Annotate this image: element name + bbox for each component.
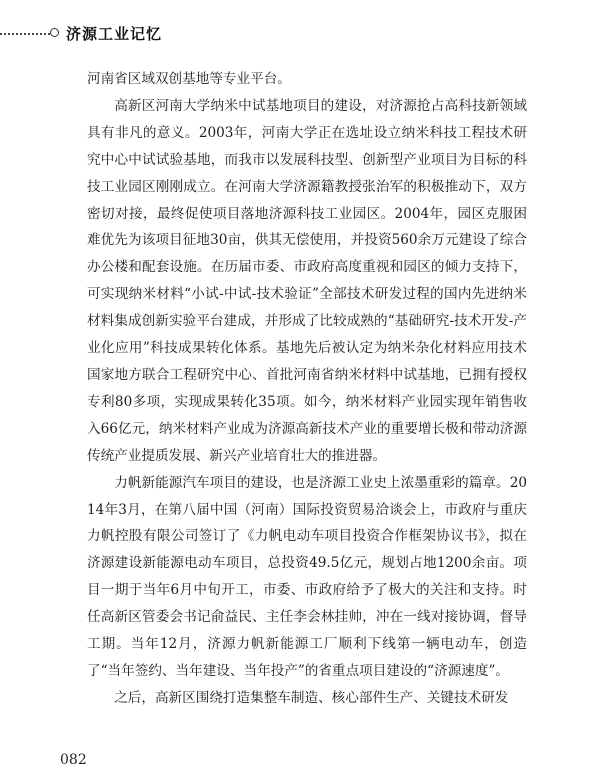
page-number: 082 bbox=[60, 752, 87, 768]
running-header bbox=[0, 22, 600, 46]
header-dotted-rule bbox=[0, 33, 50, 35]
running-header-title: 济源工业记忆 bbox=[66, 25, 163, 43]
paragraph-continuation: 河南省区域双创基地等专业平台。 bbox=[87, 71, 291, 87]
body-text bbox=[87, 66, 527, 712]
paragraph-nano-base: 高新区河南大学纳米中试基地项目的建设，对济源抢占高科技新领域具有非凡的意义。2003年，河南大学正在选址设立纳米科技工程技术研究中心中试试验基地，而我市以发展科技型、创新型产业项目为目标的科技工业园区刚刚成立。在河南大学济源籍教授张治军的积极推动下，双方密切对接，最终促使项目落地济源科技工业园区。2004年，园区克服困难优先为该项目征地30亩，供其无偿使用，并投资560余万元建设了综合办公楼和配套设施。在历届市委、市政府高度重视和园区的倾力支持下，可实现纳米材料“小试-中试-技术验证”全部技术研发过程的国内先进纳米材料集成创新实验平台建成，并形成了比较成熟的“基础研究-技术开发-产业化应用”科技成果转化体系。基地先后被认定为纳米杂化材料应用技术国家地方联合工程研究中心、首批河南省纳米材料中试基地，已拥有授权专利80多项，实现成果转化35项。如今，纳米材料产业园实现年销售收入66亿元，纳米材料产业成为济源高新技术产业的重要增长极和带动济源传统产业提质发展、新兴产业培育壮大的推进器。 bbox=[87, 97, 527, 464]
paragraph-lifan-ev: 力帆新能源汽车项目的建设，也是济源工业史上浓墨重彩的篇章。2014年3月，在第八届中国（河南）国际投资贸易洽谈会上，市政府与重庆力帆控股有限公司签订了《力帆电动车项目投资合作框架协议书》，拟在济源建设新能源电动车项目，总投资49.5亿元，规划占地1200余亩。项目一期于当年6月中旬开工，市委、市政府给予了极大的关注和支持。时任高新区管委会书记俞益民、主任李会林挂帅，冲在一线对接协调，督导工期。当年12月，济源力帆新能源工厂顺利下线第一辆电动车，创造了“当年签约、当年建设、当年投产”的省重点项目建设的“济源速度”。 bbox=[87, 474, 527, 679]
header-circle-ornament bbox=[50, 28, 59, 37]
paragraph-afterwards: 之后，高新区围绕打造集整车制造、核心部件生产、关键技术研发 bbox=[114, 689, 509, 706]
